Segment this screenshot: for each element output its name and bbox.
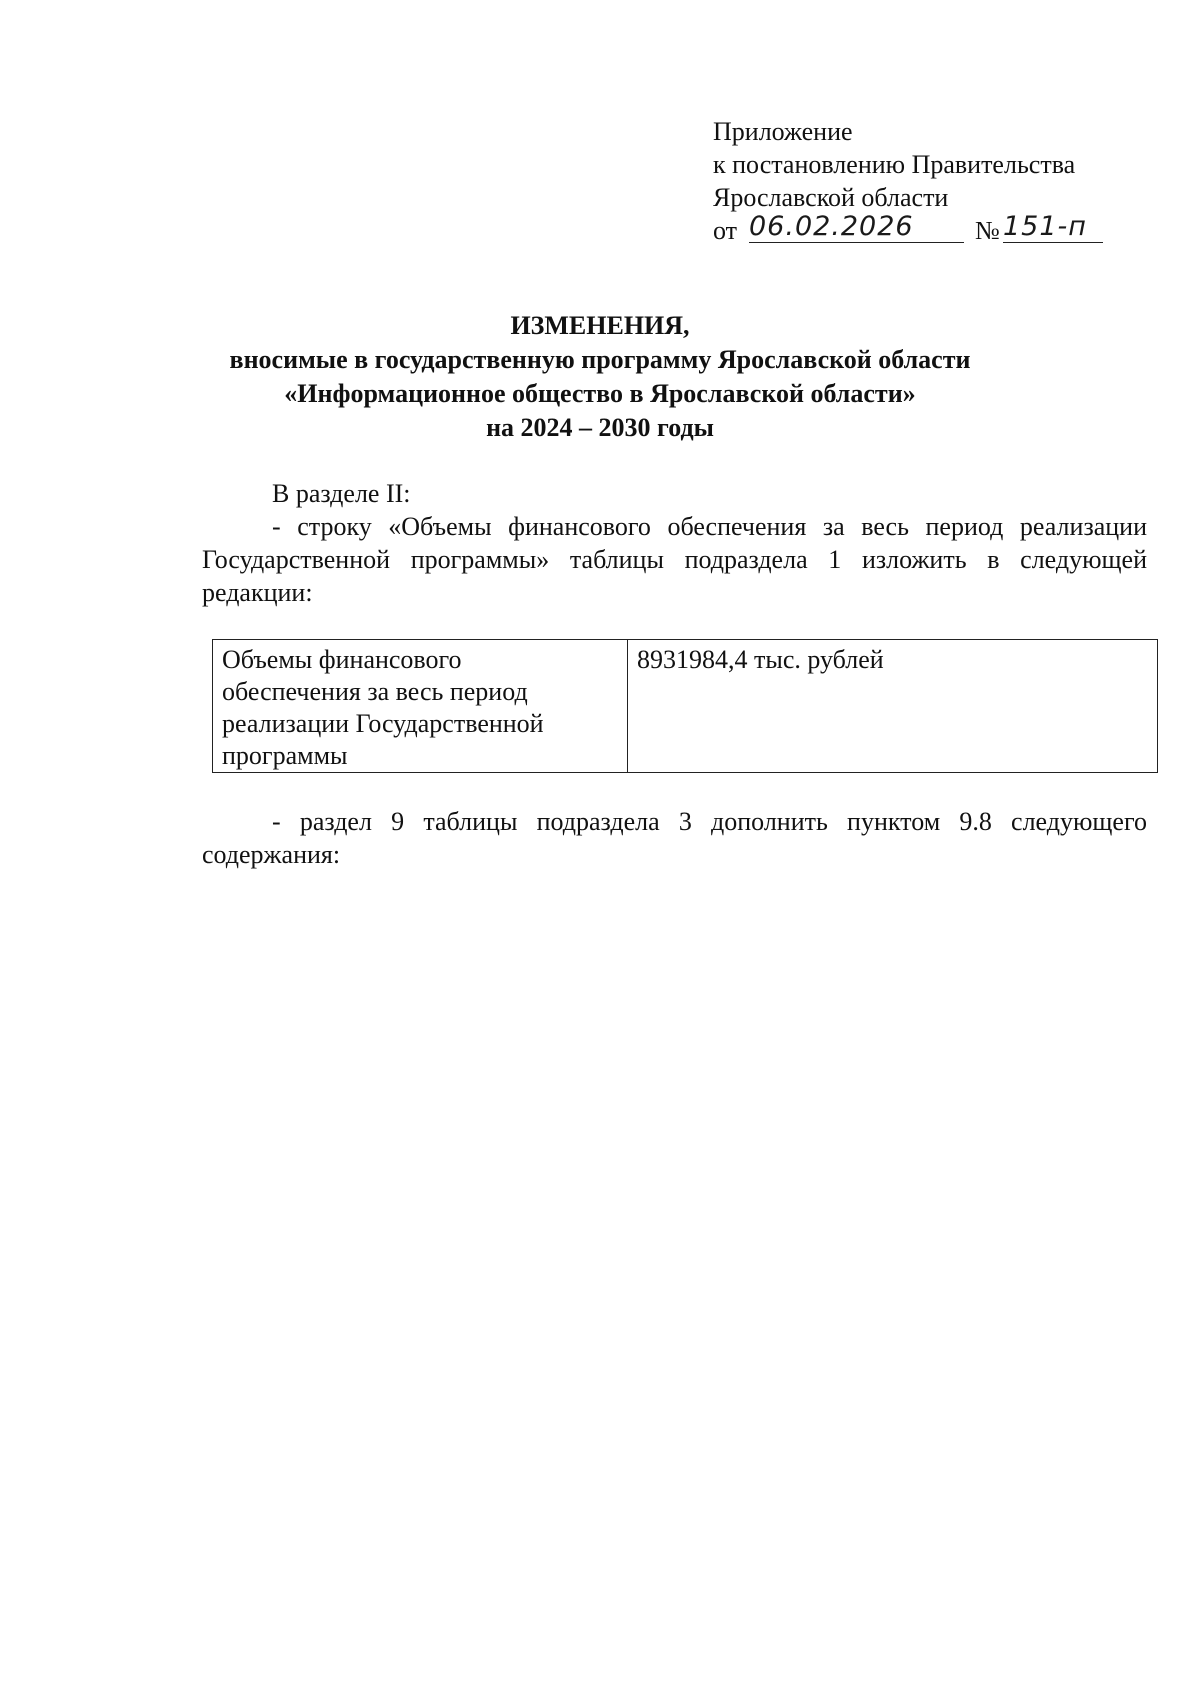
appendix-region: Ярославской области	[713, 183, 949, 212]
amendment-item-1: - строку «Объемы финансового обеспечения за весь период реализации Государственной программы» таблицы подраздела 1 изложить в следующей редакции:	[202, 512, 1147, 607]
table-cell-label	[213, 640, 628, 773]
title-program-name: «Информационное общество в Ярославской области»	[284, 379, 916, 408]
title-heading: ИЗМЕНЕНИЯ,	[510, 311, 690, 340]
section-reference: В разделе II:	[272, 479, 411, 508]
appendix-block	[713, 115, 1087, 247]
document-title	[0, 309, 1200, 445]
label-line: программы	[222, 741, 348, 770]
label-line: реализации Государственной	[222, 709, 544, 738]
financing-table	[212, 639, 1158, 773]
table-cell-value: 8931984,4 тыс. рублей	[628, 640, 1158, 773]
title-period: на 2024 – 2030 годы	[486, 413, 714, 442]
date-prefix: от	[713, 216, 738, 245]
title-subheading: вносимые в государственную программу Ярославской области	[229, 345, 971, 374]
label-line: обеспечения за весь период	[222, 677, 528, 706]
appendix-title: Приложение	[713, 117, 853, 146]
appendix-reference: к постановлению Правительства	[713, 150, 1076, 179]
handwritten-number: 151-п	[1003, 210, 1103, 243]
appendix-date-line	[713, 211, 1087, 247]
handwritten-date: 06.02.2026	[749, 210, 964, 243]
table-row	[213, 640, 1158, 773]
label-line: Объемы финансового	[222, 645, 462, 674]
number-label: №	[975, 216, 1000, 245]
amendment-item-2: - раздел 9 таблицы подраздела 3 дополнить пунктом 9.8 следующего содержания:	[202, 807, 1147, 869]
